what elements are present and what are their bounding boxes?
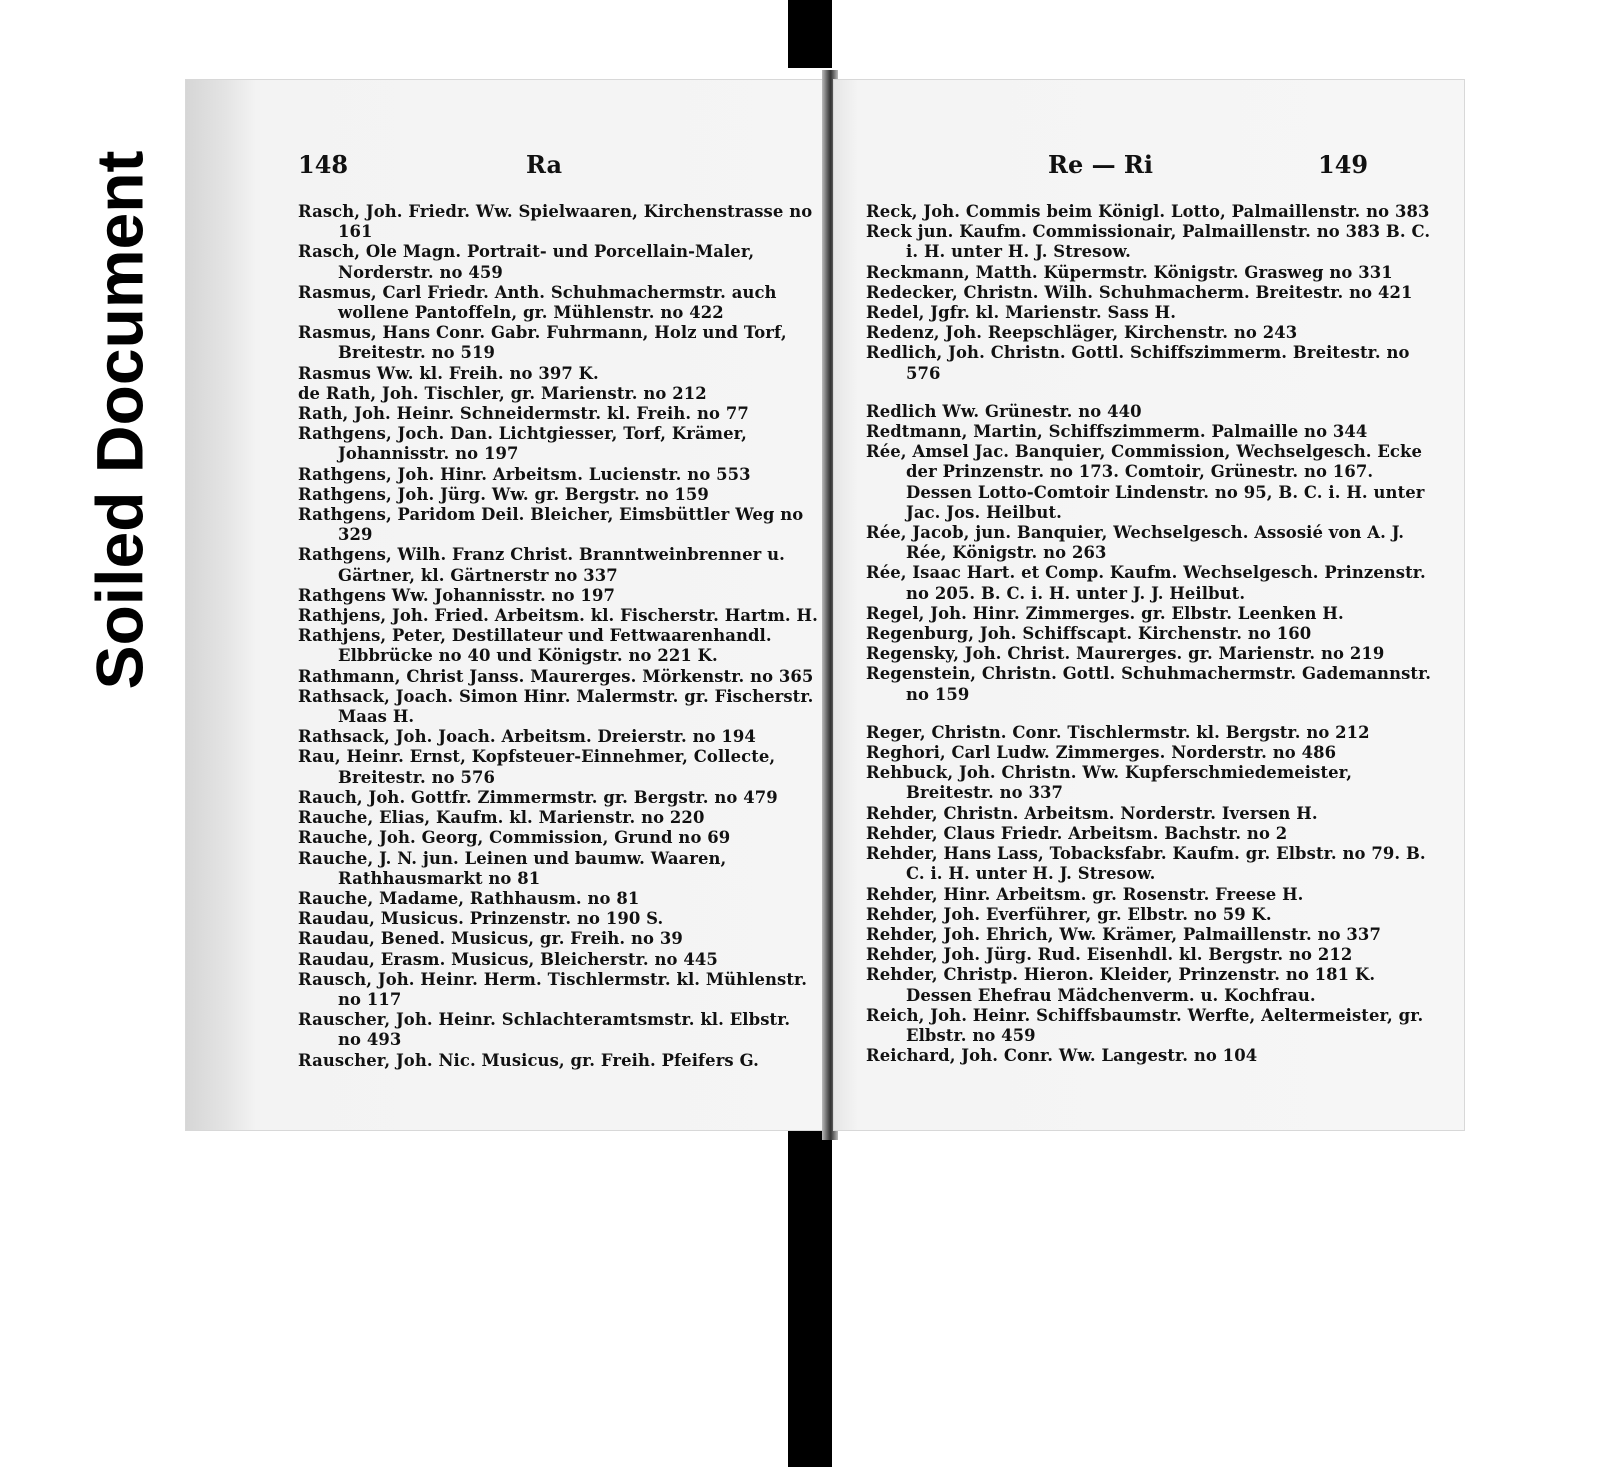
directory-entry: Rasch, Joh. Friedr. Ww. Spielwaaren, Kirchenstrasse no 161 xyxy=(298,202,813,242)
directory-entry: Rée, Jacob, jun. Banquier, Wechselgesch. Assosié von A. J. Rée, Königstr. no 263 xyxy=(866,523,1405,563)
directory-entry: Rathgens, Joch. Dan. Lichtgiesser, Torf, Krämer, Johannisstr. no 197 xyxy=(298,424,747,464)
right-running-head: Re — Ri xyxy=(1048,150,1153,179)
right-entry-list xyxy=(866,202,1432,1066)
directory-entry: Rausch, Joh. Heinr. Herm. Tischlermstr. kl. Mühlenstr. no 117 xyxy=(298,969,808,1009)
directory-entry: Rathgens, Paridom Deil. Bleicher, Eimsbüttler Weg no 329 xyxy=(298,505,804,545)
directory-entry: Regel, Joh. Hinr. Zimmerges. gr. Elbstr. Leenken H. xyxy=(866,603,1344,623)
directory-entry: Rathsack, Joach. Simon Hinr. Malermstr. gr. Fischerstr. Maas H. xyxy=(298,686,814,727)
directory-entry: Rauche, Joh. Georg, Commission, Grund no 69 xyxy=(298,828,731,848)
directory-entry: Rasch, Ole Magn. Portrait- und Porcellain-Maler, Norderstr. no 459 xyxy=(298,242,755,282)
directory-entry: Rehder, Joh. Everführer, gr. Elbstr. no 59 K. xyxy=(866,904,1272,924)
directory-entry: Redlich Ww. Grünestr. no 440 xyxy=(866,401,1142,421)
directory-entry: Rée, Amsel Jac. Banquier, Commission, Wechselgesch. Ecke der Prinzenstr. no 173. Comtoir, Grünestr. no 167. Dessen Lotto-Comtoir Lindenstr. no 95, B. C. i. H. unter Jac. Jos. Heilbut. xyxy=(866,442,1425,522)
directory-entry: Raudau, Musicus. Prinzenstr. no 190 S. xyxy=(298,909,664,929)
directory-entry: de Rath, Joh. Tischler, gr. Marienstr. no 212 xyxy=(298,383,707,403)
directory-entry: Rath, Joh. Heinr. Schneidermstr. kl. Freih. no 77 xyxy=(298,404,749,424)
directory-entry: Rauche, J. N. jun. Leinen und baumw. Waaren, Rathhausmarkt no 81 xyxy=(298,848,727,888)
directory-entry: Rehder, Hans Lass, Tobacksfabr. Kaufm. gr. Elbstr. no 79. B. C. i. H. unter H. J. Stresow. xyxy=(866,844,1426,884)
directory-entry: Rehder, Christp. Hieron. Kleider, Prinzenstr. no 181 K. Dessen Ehefrau Mädchenverm. u. Kochfrau. xyxy=(866,965,1376,1005)
directory-entry: Reich, Joh. Heinr. Schiffsbaumstr. Werfte, Aeltermeister, gr. Elbstr. no 459 xyxy=(866,1005,1424,1045)
directory-entry: Rathjens, Peter, Destillateur und Fettwaarenhandl. Elbbrücke no 40 und Königstr. no 221 K. xyxy=(298,626,772,666)
left-running-head: Ra xyxy=(526,150,563,179)
directory-entry: Reghori, Carl Ludw. Zimmerges. Norderstr. no 486 xyxy=(866,743,1337,763)
directory-entry: Rehder, Christn. Arbeitsm. Norderstr. Iversen H. xyxy=(866,803,1318,823)
directory-entry: Rauscher, Joh. Heinr. Schlachteramtsmstr. kl. Elbstr. no 493 xyxy=(298,1010,791,1050)
directory-entry: Rathjens, Joh. Fried. Arbeitsm. kl. Fischerstr. Hartm. H. xyxy=(298,606,818,626)
directory-entry: Reger, Christn. Conr. Tischlermstr. kl. Bergstr. no 212 xyxy=(866,722,1370,742)
directory-entry: Rasmus Ww. kl. Freih. no 397 K. xyxy=(298,363,599,383)
directory-entry: Rauch, Joh. Gottfr. Zimmermstr. gr. Bergstr. no 479 xyxy=(298,787,778,807)
directory-entry: Rauscher, Joh. Nic. Musicus, gr. Freih. Pfeifers G. xyxy=(298,1050,759,1070)
directory-entry: Rehder, Hinr. Arbeitsm. gr. Rosenstr. Freese H. xyxy=(866,884,1304,904)
directory-entry: Regenburg, Joh. Schiffscapt. Kirchenstr. no 160 xyxy=(866,624,1312,644)
directory-entry: Reckmann, Matth. Küpermstr. Königstr. Grasweg no 331 xyxy=(866,262,1393,282)
directory-entry: Rathgens, Wilh. Franz Christ. Branntweinbrenner u. Gärtner, kl. Gärtnerstr no 337 xyxy=(298,545,785,585)
directory-entry: Redtmann, Martin, Schiffszimmerm. Palmaille no 344 xyxy=(866,422,1368,442)
directory-entry: Rehbuck, Joh. Christn. Ww. Kupferschmiedemeister, Breitestr. no 337 xyxy=(866,763,1353,803)
right-page-header xyxy=(834,150,1464,190)
directory-entry: Rehder, Joh. Jürg. Rud. Eisenhdl. kl. Bergstr. no 212 xyxy=(866,945,1353,965)
directory-entry: Rathmann, Christ Janss. Maurerges. Mörkenstr. no 365 xyxy=(298,666,814,686)
directory-entry: Rathgens, Joh. Jürg. Ww. gr. Bergstr. no 159 xyxy=(298,484,709,504)
directory-entry: Regensky, Joh. Christ. Maurerges. gr. Marienstr. no 219 xyxy=(866,644,1385,664)
directory-entry: Rathgens Ww. Johannisstr. no 197 xyxy=(298,585,615,605)
open-book xyxy=(186,70,1464,1140)
directory-entry: Rau, Heinr. Ernst, Kopfsteuer-Einnehmer, Collecte, Breitestr. no 576 xyxy=(298,747,776,787)
directory-entry: Rehder, Claus Friedr. Arbeitsm. Bachstr. no 2 xyxy=(866,823,1288,843)
left-entry-list xyxy=(298,202,818,1071)
right-page xyxy=(834,80,1464,1130)
directory-entry: Reck jun. Kaufm. Commissionair, Palmaillenstr. no 383 B. C. i. H. unter H. J. Stresow. xyxy=(866,222,1431,262)
left-page-header xyxy=(186,150,826,190)
directory-entry: Rehder, Joh. Ehrich, Ww. Krämer, Palmaillenstr. no 337 xyxy=(866,924,1381,944)
directory-entry: Reck, Joh. Commis beim Königl. Lotto, Palmaillenstr. no 383 xyxy=(866,202,1430,221)
directory-entry: Rauche, Madame, Rathhausm. no 81 xyxy=(298,888,640,908)
directory-entry: Redlich, Joh. Christn. Gottl. Schiffszimmerm. Breitestr. no 576 xyxy=(866,343,1410,383)
directory-entry: Raudau, Erasm. Musicus, Bleicherstr. no 445 xyxy=(298,949,718,969)
directory-entry: Redel, Jgfr. kl. Marienstr. Sass H. xyxy=(866,303,1177,323)
spine-strip-bottom xyxy=(788,1118,832,1467)
directory-entry: Rasmus, Carl Friedr. Anth. Schuhmachermstr. auch wollene Pantoffeln, gr. Mühlenstr. no 422 xyxy=(298,282,777,323)
directory-entry: Rée, Isaac Hart. et Comp. Kaufm. Wechselgesch. Prinzenstr. no 205. B. C. i. H. unter J. J. Heilbut. xyxy=(866,563,1426,603)
soiled-document-stamp xyxy=(60,140,180,700)
directory-entry: Raudau, Bened. Musicus, gr. Freih. no 39 xyxy=(298,929,683,949)
directory-entry: Rasmus, Hans Conr. Gabr. Fuhrmann, Holz und Torf, Breitestr. no 519 xyxy=(298,323,787,363)
directory-entry: Regenstein, Christn. Gottl. Schuhmachermstr. Gademannstr. no 159 xyxy=(866,664,1432,704)
directory-entry: Redecker, Christn. Wilh. Schuhmacherm. Breitestr. no 421 xyxy=(866,282,1413,302)
directory-entry: Reichard, Joh. Conr. Ww. Langestr. no 104 xyxy=(866,1046,1258,1066)
directory-entry: Redenz, Joh. Reepschläger, Kirchenstr. no 243 xyxy=(866,323,1298,343)
directory-entry: Rathsack, Joh. Joach. Arbeitsm. Dreierstr. no 194 xyxy=(298,727,756,747)
stamp-label: Soiled Document xyxy=(83,150,157,690)
directory-entry: Rathgens, Joh. Hinr. Arbeitsm. Lucienstr. no 553 xyxy=(298,464,751,484)
directory-entry: Rauche, Elias, Kaufm. kl. Marienstr. no 220 xyxy=(298,808,705,828)
spine-strip-top xyxy=(788,0,832,68)
left-page-number: 148 xyxy=(298,150,349,179)
right-page-number: 149 xyxy=(1318,150,1369,179)
left-page xyxy=(186,80,826,1130)
